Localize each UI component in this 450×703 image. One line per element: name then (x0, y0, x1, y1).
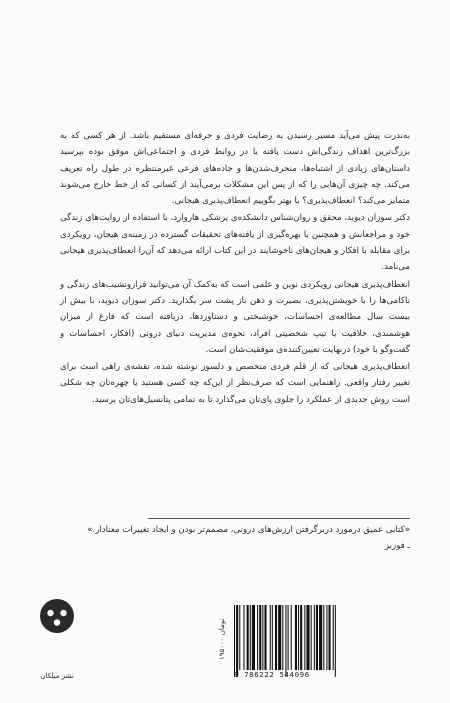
description-paragraph-4: انعطاف‌پذیری هیجانی که از قلم فردی متخصص و دلسوز نوشته شده، نقشه‌ی راهی است برای تغییر رفتار واقعی. راهنمایی است که صرف‌نظر از این‌که چه کسی هستید یا چهره‌تان چه شکلی است روش جدیدی از عملکرد را جلوی پای‌تان می‌گذارد تا به تمامی پتانسیل‌های‌تان برسید. (60, 362, 410, 405)
review-quote (60, 522, 410, 555)
isbn-barcode (230, 605, 402, 679)
quote-attribution: ـ فوربز (384, 541, 410, 552)
publisher-logo-icon (38, 597, 76, 669)
description-block (60, 128, 410, 408)
publisher-name: نشر میلکان (40, 672, 74, 680)
quote-divider (148, 518, 410, 519)
price-label: ۱۹۵۰۰۰ تومان (218, 618, 226, 660)
description-paragraph-1: به‌ندرت پیش می‌آید مسیر رسیدن به رضایت فردی و حرفه‌ای مستقیم باشد. از هر کسی که به بزرگ‌ترین اهداف زندگی‌اش دست یافته یا در روابط فردی و اجتماعی‌اش موفق بوده بپرسید داستان‌های زیادی از اشتباه‌ها، منحرف‌شدن‌ها و جاده‌های فرعی غیرمنتظره در طول راه تعریف می‌کند. چه چیزی آن‌هایی را که از پس این مشکلات برمی‌آیند از کسانی که از خط خارج می‌شوند متمایز می‌کند؟ انعطاف‌پذیری؟ یا بهتر بگوییم انعطاف‌پذیری هیجانی. (60, 131, 410, 207)
quote-text: «کتابی عمیق درمورد دربرگرفتن ارزش‌های درونی، مصمم‌تر بودن و ایجاد تغییرات معنادار.» (87, 525, 410, 535)
description-paragraph-3: انعطاف‌پذیری هیجانی رویکردی نوین و علمی است که به‌کمک آن می‌توانید فرازونشیب‌های زندگی و ناکامی‌ها را با خویشتن‌پذیری، بصیرت و ذهن باز پشت سر بگذارید. دکتر سوزان دیوید، با بیش از بیست سال مطالعه‌ی احساسات، خوشبختی و دستاوردها، دریافته است که فارغ از میزان هوشمندی، خلاقیت یا تیپ شخصیتی افراد، نحوه‌ی مدیریت دنیای درونی (افکار، احساسات و گفت‌وگو با خود) درنهایت تعیین‌کننده‌ی موفقیت‌شان است. (60, 279, 410, 355)
description-paragraph-2: دکتر سوزان دیوید، محقق و روان‌شناس دانشکده‌ی پزشکی هاروارد، با استفاده از روایت‌های زندگی خود و مراجعانش و همچنین با بهره‌گیری از یافته‌های تحقیقات گسترده در زمینه‌ی هیجان، رویکردی برای مقابله با افکار و هیجان‌های ناخوشایند در این کتاب ارائه می‌دهد که آن‌را انعطاف‌پذیری هیجانی می‌نامد. (60, 213, 410, 273)
isbn-number: 9 786222 544096 (234, 670, 310, 679)
